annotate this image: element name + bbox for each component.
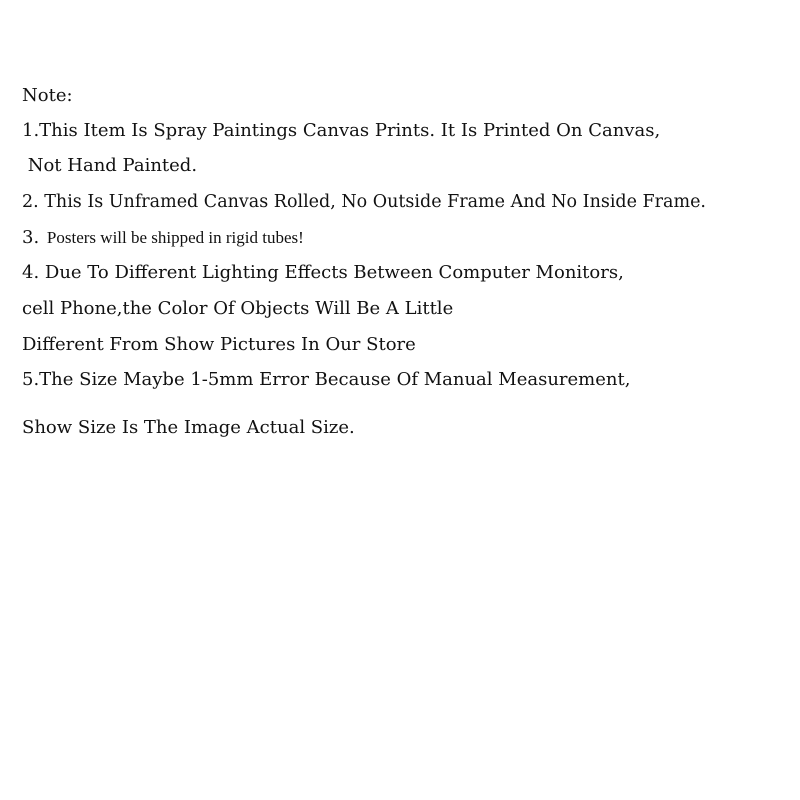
note-line-3-number: 3. [22, 227, 40, 248]
note-heading: Note: [22, 85, 73, 106]
note-line-1a: 1.This Item Is Spray Paintings Canvas Prints. It Is Printed On Canvas, [22, 120, 661, 141]
note-line-4c: Different From Show Pictures In Our Store [22, 334, 416, 355]
note-line-1b: Not Hand Painted. [22, 155, 198, 176]
note-line-3 [22, 227, 304, 249]
note-line-3-text: Posters will be shipped in rigid tubes! [46, 228, 304, 247]
note-line-2: 2. This Is Unframed Canvas Rolled, No Outside Frame And No Inside Frame. [22, 192, 706, 212]
note-line-5b: Show Size Is The Image Actual Size. [22, 417, 355, 438]
note-line-5a: 5.The Size Maybe 1-5mm Error Because Of Manual Measurement, [22, 369, 631, 390]
note-line-4a: 4. Due To Different Lighting Effects Between Computer Monitors, [22, 262, 624, 283]
note-line-4b: cell Phone,the Color Of Objects Will Be A Little [22, 298, 454, 319]
